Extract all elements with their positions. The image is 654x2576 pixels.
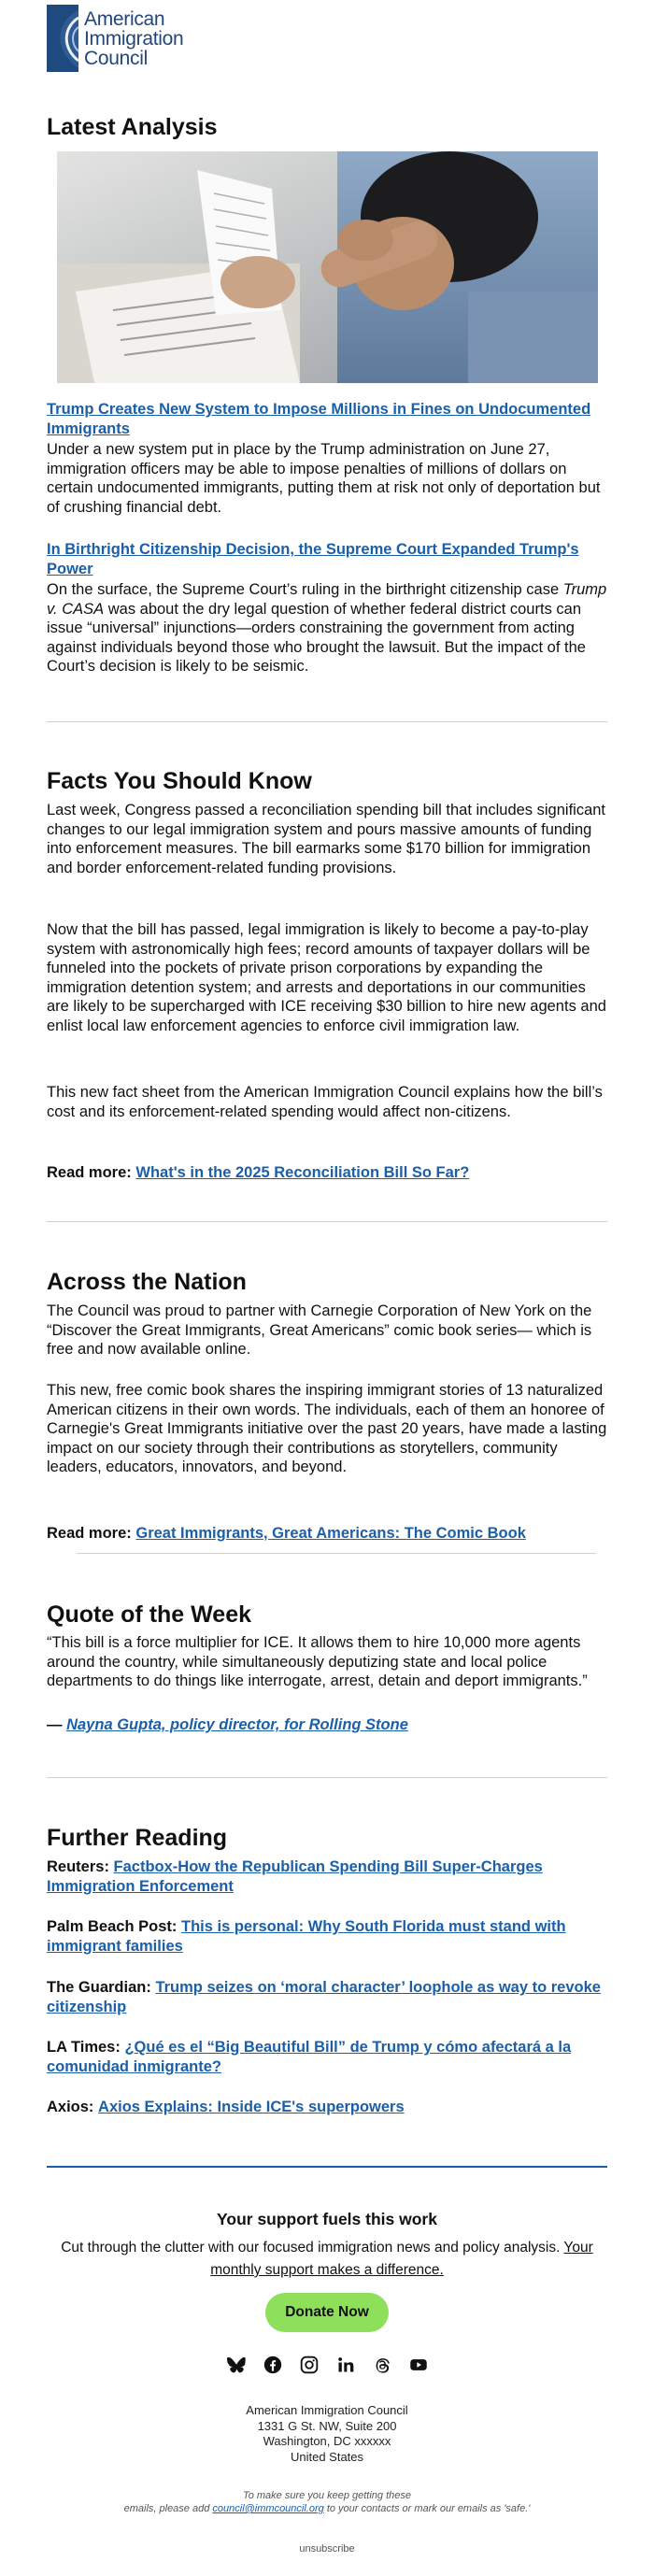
facts-read-more bbox=[47, 1163, 607, 1183]
article-2-link[interactable]: In Birthright Citizenship Decision, the Supreme Court Expanded Trump's Power bbox=[47, 541, 579, 577]
quote-source-link[interactable]: Nayna Gupta, policy director, for Rolling Stone bbox=[66, 1716, 408, 1733]
further-reading-item bbox=[47, 1857, 607, 1897]
bluesky-icon[interactable] bbox=[226, 2355, 247, 2375]
read-more-label: Read more: bbox=[47, 1525, 132, 1542]
article-2-title[interactable] bbox=[47, 540, 607, 579]
further-reading-source: The Guardian: bbox=[47, 1979, 151, 1996]
section-divider bbox=[47, 1777, 607, 1778]
article-2-body-end: was about the dry legal question of whether federal district courts can issue “universal” injunctions—orders constraining the government from acting against individuals beyond those who brought the lawsuit. But the impact of the Court’s decision is likely to be seismic. bbox=[47, 600, 586, 675]
footer-safe-sender-note bbox=[0, 2489, 654, 2515]
quote-text: “This bill is a force multiplier for ICE. It allows them to hire 10,000 more agents around the country, while simultaneously deputizing state and local police departments to do things like interrogate, arrest, detain and deport immigrants.” bbox=[47, 1634, 588, 1689]
instagram-icon[interactable] bbox=[299, 2355, 320, 2375]
donate-button[interactable]: Donate Now bbox=[265, 2293, 389, 2332]
social-icons bbox=[0, 2355, 654, 2383]
latest-analysis-heading: Latest Analysis bbox=[47, 114, 218, 140]
quote-dash: — bbox=[47, 1716, 67, 1733]
support-text-body: Cut through the clutter with our focused immigration news and policy analysis. bbox=[61, 2240, 564, 2256]
nation-paragraph-2: This new, free comic book shares the inspiring immigrant stories of 13 naturalized American citizens in their own words. The individuals, each of them an honoree of Carnegie's Great Immigrants initiative over the past 20 years, have made a lasting impact on our society through their contributions as storytellers, community leaders, educators, innovators, and beyond. bbox=[47, 1382, 607, 1475]
footer-country: United States bbox=[290, 2449, 364, 2464]
footer-org-name: American Immigration Council bbox=[246, 2403, 408, 2417]
support-text bbox=[47, 2237, 607, 2282]
footer-email-link[interactable]: council@immcouncil.org bbox=[212, 2503, 324, 2514]
footer-city: Washington, DC xxxxxx bbox=[263, 2434, 391, 2448]
quote-attribution bbox=[47, 1715, 607, 1735]
footer-street: 1331 G St. NW, Suite 200 bbox=[257, 2418, 397, 2433]
footer-note-before: emails, please add bbox=[123, 2503, 213, 2514]
council-logo[interactable] bbox=[47, 4, 196, 73]
logo-line-3: Council bbox=[84, 47, 148, 69]
further-reading-source: Reuters: bbox=[47, 1858, 109, 1875]
article-1-body: Under a new system put in place by the Trump administration on June 27, immigration officers may be able to impose penalties of millions of dollars on certain undocumented immigrants, putting them at risk not only of deportation but of crushing financial debt. bbox=[47, 441, 601, 516]
further-reading-link[interactable]: ¿Qué es el “Big Beautiful Bill” de Trump y cómo afectará a la comunidad inmigrante? bbox=[47, 2039, 572, 2075]
further-reading-item bbox=[47, 2098, 607, 2117]
further-reading-source: Axios: bbox=[47, 2099, 94, 2115]
hero-image[interactable] bbox=[57, 151, 598, 383]
section-divider bbox=[47, 1221, 607, 1222]
further-reading-link[interactable]: Trump seizes on ‘moral character’ loophole as way to revoke citizenship bbox=[47, 1979, 601, 2015]
further-reading-link[interactable]: This is personal: Why South Florida must stand with immigrant families bbox=[47, 1918, 566, 1955]
section-divider bbox=[77, 1553, 596, 1554]
further-reading-source: LA Times: bbox=[47, 2039, 121, 2056]
nation-read-more bbox=[47, 1524, 607, 1544]
youtube-icon[interactable] bbox=[408, 2355, 429, 2375]
further-reading-item bbox=[47, 2038, 607, 2077]
section-divider bbox=[47, 721, 607, 722]
facts-heading: Facts You Should Know bbox=[47, 768, 312, 794]
support-monthly-link[interactable]: Your monthly support makes a difference. bbox=[210, 2240, 593, 2278]
threads-icon[interactable] bbox=[372, 2355, 392, 2375]
footer-note-after: to your contacts or mark our emails as 'safe.' bbox=[323, 2503, 531, 2514]
facts-read-more-link[interactable]: What's in the 2025 Reconciliation Bill So Far? bbox=[135, 1164, 470, 1181]
article-2-case-name: Trump v. CASA bbox=[47, 581, 607, 618]
quote-heading: Quote of the Week bbox=[47, 1601, 252, 1628]
facts-paragraph-3: This new fact sheet from the American Immigration Council explains how the bill’s cost and its enforcement-related spending would affect non-citizens. bbox=[47, 1084, 603, 1120]
further-reading-item bbox=[47, 1917, 607, 1957]
unsubscribe-link[interactable]: unsubscribe bbox=[299, 2543, 355, 2555]
further-reading-link[interactable]: Axios Explains: Inside ICE's superpowers bbox=[98, 2099, 405, 2115]
footer-address bbox=[0, 2403, 654, 2465]
council-logo-icon bbox=[47, 5, 78, 72]
further-reading-source: Palm Beach Post: bbox=[47, 1918, 178, 1935]
footer-note-line-2 bbox=[0, 2502, 654, 2515]
linkedin-icon[interactable] bbox=[335, 2355, 356, 2375]
logo-line-2: Immigration bbox=[84, 27, 184, 50]
footer-divider bbox=[47, 2166, 607, 2168]
further-reading-link[interactable]: Factbox-How the Republican Spending Bill Super-Charges Immigration Enforcement bbox=[47, 1858, 543, 1895]
facebook-icon[interactable] bbox=[263, 2355, 283, 2375]
hero-illustration bbox=[57, 151, 598, 383]
article-1-link[interactable]: Trump Creates New System to Impose Millions in Fines on Undocumented Immigrants bbox=[47, 401, 591, 437]
council-logo-text bbox=[84, 9, 183, 68]
nation-read-more-link[interactable]: Great Immigrants, Great Americans: The Comic Book bbox=[135, 1525, 526, 1542]
nation-heading: Across the Nation bbox=[47, 1269, 247, 1295]
further-reading-heading: Further Reading bbox=[47, 1825, 228, 1851]
article-2-body bbox=[47, 580, 607, 676]
nation-paragraph-1: The Council was proud to partner with Carnegie Corporation of New York on the “Discover the Great Immigrants, Great Americans” comic book series— which is free and now available online. bbox=[47, 1302, 592, 1358]
article-2-body-start: On the surface, the Supreme Court’s ruling in the birthright citizenship case bbox=[47, 581, 563, 598]
facts-paragraph-1: Last week, Congress passed a reconciliation spending bill that includes significant changes to our legal immigration system and pours massive amounts of funding into enforcement measures. The bill earmarks some $170 billion for immigration and border enforcement-related funding provisions. bbox=[47, 802, 606, 876]
facts-paragraph-2: Now that the bill has passed, legal immigration is likely to become a pay-to-play system with astronomically high fees; record amounts of taxpayer dollars will be funneled into the pockets of private prison corporations by expanding the immigration detention system; and arrests and deportations in our communities are likely to be supercharged with ICE receiving $30 billion to hire new agents and enlist local law enforcement agencies to enforce civil immigration law. bbox=[47, 921, 606, 1034]
footer-note-line-1: To make sure you keep getting these bbox=[243, 2490, 411, 2501]
further-reading-item bbox=[47, 1978, 607, 2017]
support-title: Your support fuels this work bbox=[217, 2210, 437, 2228]
read-more-label: Read more: bbox=[47, 1164, 132, 1181]
logo-line-1: American bbox=[84, 7, 165, 30]
article-1-title[interactable] bbox=[47, 400, 607, 439]
